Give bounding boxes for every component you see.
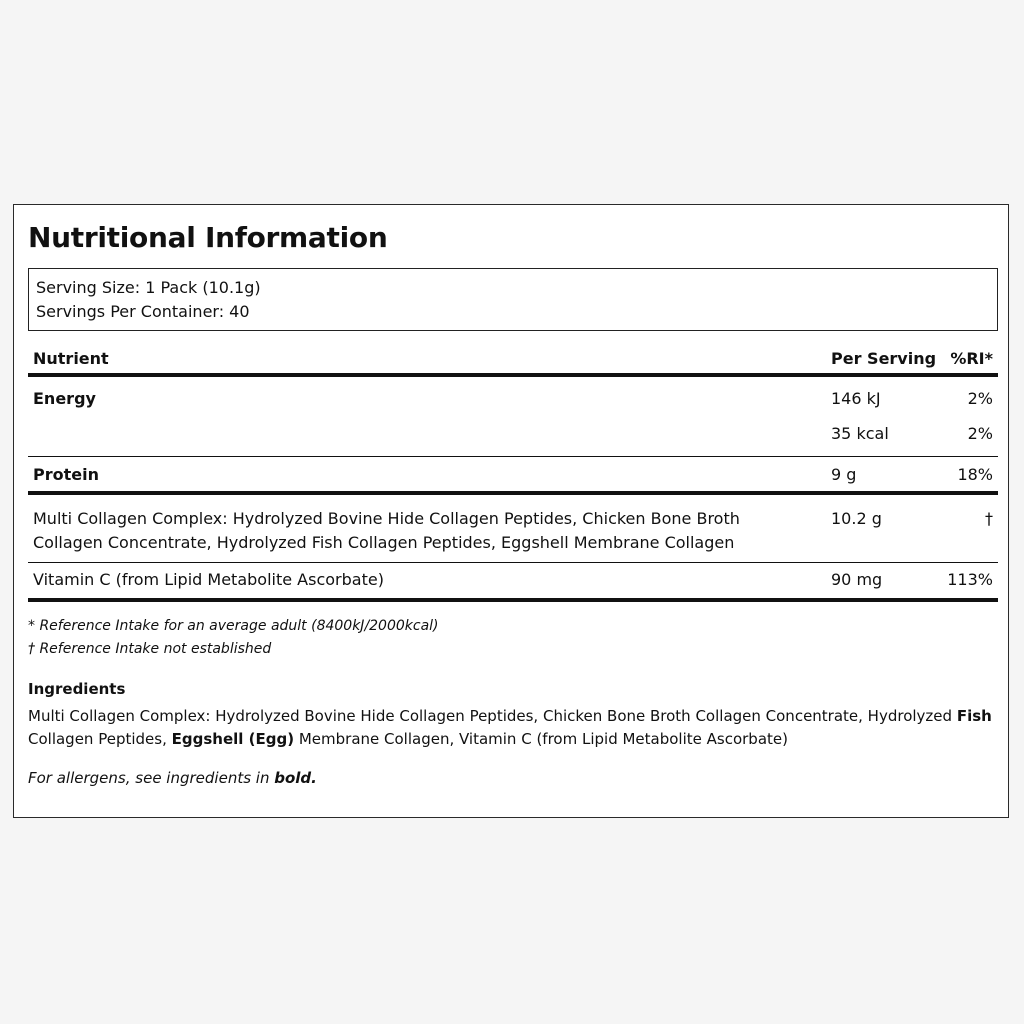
per-serving-value: 9 g xyxy=(831,465,857,484)
nutrient-name: Energy xyxy=(33,389,96,408)
ri-value: 2% xyxy=(967,424,993,443)
per-serving-value: 90 mg xyxy=(831,570,883,589)
header-per-serving: Per Serving xyxy=(831,349,937,368)
ri-value: 18% xyxy=(957,465,993,484)
ri-value: 2% xyxy=(967,389,993,408)
serving-size: Serving Size: 1 Pack (10.1g) xyxy=(36,278,261,297)
nutrition-panel xyxy=(13,204,1009,818)
nutrient-name: Protein xyxy=(33,465,99,484)
servings-per-container: Servings Per Container: 40 xyxy=(36,302,250,321)
footnote-dagger: † Reference Intake not established xyxy=(28,641,272,657)
allergen-egg: Eggshell (Egg) xyxy=(171,730,295,748)
ingredients-part: Membrane Collagen, Vitamin C (from Lipid Metabolite Ascorbate) xyxy=(294,730,788,748)
page-title: Nutritional Information xyxy=(28,221,388,254)
ingredients-text xyxy=(28,705,1000,751)
ingredients-part: Multi Collagen Complex: Hydrolyzed Bovine Hide Collagen Peptides, Chicken Bone Broth Collagen Concentrate, Hydrolyzed xyxy=(28,707,957,725)
nutrient-name: Vitamin C (from Lipid Metabolite Ascorbate) xyxy=(33,570,384,589)
per-serving-value: 146 kJ xyxy=(831,389,881,408)
ri-value: † xyxy=(985,509,993,528)
per-serving-value: 35 kcal xyxy=(831,424,889,443)
footnotes xyxy=(28,615,998,661)
ri-value: 113% xyxy=(947,570,993,589)
nutrition-table xyxy=(28,347,998,602)
table-header-row xyxy=(28,347,998,377)
allergen-note-bold: bold. xyxy=(274,769,317,787)
table-row-protein xyxy=(28,457,998,495)
allergen-note-text: For allergens, see ingredients in xyxy=(28,769,275,787)
nutrient-name: Multi Collagen Complex: Hydrolyzed Bovine Hide Collagen Peptides, Chicken Bone Broth Collagen Concentrate, Hydrolyzed Fish Collagen Peptides, Eggshell Membrane Collagen xyxy=(33,509,740,552)
allergen-fish: Fish xyxy=(956,707,992,725)
ingredients-title: Ingredients xyxy=(28,680,126,698)
serving-info-box xyxy=(28,268,998,331)
header-ri: %RI* xyxy=(950,349,993,368)
allergen-note xyxy=(28,767,317,789)
table-row-collagen xyxy=(28,495,998,563)
per-serving-value: 10.2 g xyxy=(831,509,882,528)
table-row-energy-kj xyxy=(28,377,998,422)
table-row-vitamin-c xyxy=(28,563,998,602)
footnote-ri: * Reference Intake for an average adult (8400kJ/2000kcal) xyxy=(28,618,439,634)
ingredients-part: Collagen Peptides, xyxy=(28,730,172,748)
table-row-energy-kcal xyxy=(28,422,998,457)
header-nutrient: Nutrient xyxy=(33,349,109,368)
